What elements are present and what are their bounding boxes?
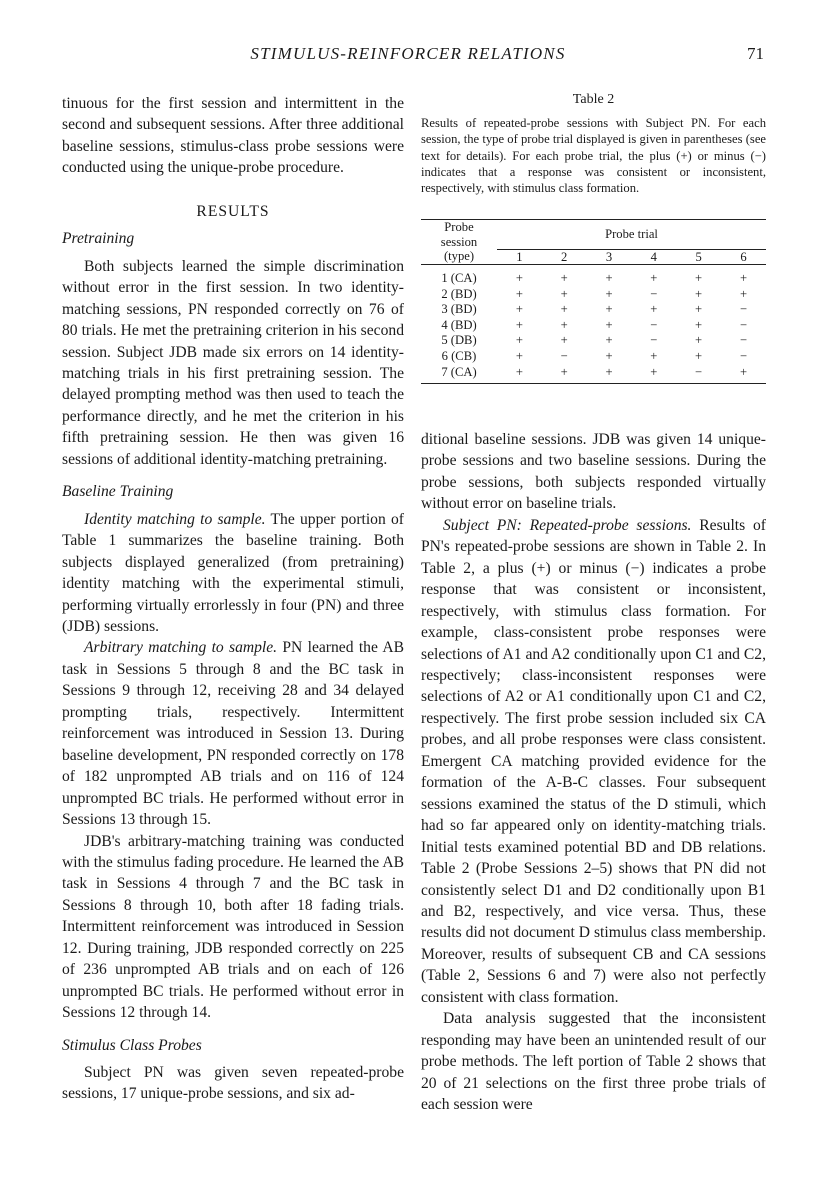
trial-number: 3 [605, 249, 613, 264]
result-cell: + [515, 271, 523, 286]
table-row [421, 349, 766, 365]
result-cell: + [739, 364, 748, 379]
trial-number: 4 [650, 249, 657, 264]
result-cell: − [650, 286, 658, 301]
result-cell: + [695, 302, 703, 317]
session-cell: 5 (DB) [441, 333, 477, 348]
result-cell: + [560, 333, 568, 348]
trial-number: 6 [740, 249, 747, 264]
result-cell: + [695, 333, 703, 348]
identity-matching-text: The upper portion of Table 1 summarizes the baseline training. Both subjects displayed generalized (from pretraining) identity matching with the experimental stimuli, performing virtually errorlessly in four (PN) and three (JDB) sessions. [62, 510, 404, 635]
baseline-training-heading: Baseline Training [62, 483, 174, 501]
repeated-probe-text: Results of PN's repeated-probe sessions are shown in Table 2. In Table 2, a plus (+) or minus (−) indicates a probe response that was consistent or inconsistent, respectively, with stimulus class formation. For example, class-consistent probe responses were selections of A1 and A2 conditionally upon C1 and C2, respectively; class-inconsistent responses were selections of A2 or A1 conditionally upon C1 and C2, respectively. The first probe session included six CA probes, and all probe responses were class consistent. Emergent CA matching provided evidence for the formation of the A-B-C classes. Four subsequent sessions examined the status of the D stimuli, which had so far appeared only on identity-matching trials. Initial tests examined potential BD and DB relations. Table 2 (Probe Sessions 2–5) shows that PN did not consistently select D1 and D2 conditionally upon B1 and B2, respectively, and vice versa. Thus, these results did not document D stimulus class membership. Moreover, results of subsequent CB and CA sessions (Table 2, Sessions 6 and 7) were also not perfectly consistent with class formation. [421, 516, 766, 1006]
table-row [421, 287, 766, 303]
result-cell: + [739, 271, 748, 286]
paragraph-continued-right: ditional baseline sessions. JDB was given 14 unique-probe sessions and two baseline sessions. During the probe sessions, both subjects responded virtually without error on baseline trials. [421, 431, 766, 513]
result-cell: + [650, 349, 658, 364]
table-row [421, 318, 766, 334]
table-row [421, 302, 766, 318]
trial-number: 1 [516, 249, 523, 264]
result-cell: + [515, 364, 523, 379]
pretraining-paragraph: Both subjects learned the simple discrimination without error in the first session. In two identity-matching sessions, PN responded correctly on 76 of 80 trials. He met the pretraining criterion in his second session. Subject JDB made six errors on 14 identity-matching trials in his first pretraining session. The delayed prompting method was then used to teach the performance directly, and he met the criterion in his fifth pretraining session. He then was given 16 sessions of additional identity-matching pretraining. [62, 257, 404, 468]
result-cell: + [515, 349, 523, 364]
result-cell: − [695, 364, 703, 379]
session-cell: 2 (BD) [441, 286, 477, 301]
results-heading: RESULTS [196, 202, 270, 220]
jdb-training-paragraph: JDB's arbitrary-matching training was conducted with the stimulus fading procedure. He learned the AB task in Sessions 4 through 7 and the BC task in Sessions 8 through 10, both after 18 fading trials. Intermittent reinforcement was introduced in Session 12. During training, JDB responded correctly on 225 of 236 unprompted AB trials and on each of 126 unprompted BC trials. He performed without error in Sessions 12 through 14. [62, 832, 404, 1022]
probe-header-line1: Probe [444, 220, 474, 234]
repeated-probe-lead: Subject PN: Repeated-probe sessions. [443, 516, 692, 534]
result-cell: + [605, 302, 613, 317]
result-cell: − [650, 333, 658, 348]
probe-header-line2: session [440, 234, 478, 249]
result-cell: − [739, 349, 748, 364]
session-cell: 1 (CA) [441, 271, 477, 286]
result-cell: + [515, 302, 523, 317]
result-cell: + [739, 286, 748, 301]
arbitrary-matching-paragraph [62, 637, 404, 830]
result-cell: + [515, 333, 523, 348]
session-cell: 3 (BD) [441, 302, 477, 317]
result-cell: + [560, 317, 568, 332]
result-cell: + [650, 302, 658, 317]
paragraph-continued: tinuous for the first session and intermittent in the second and subsequent sessions. After three additional baseline sessions, stimulus-class probe sessions were conducted using the unique-probe procedure. [62, 95, 404, 177]
result-cell: + [560, 364, 568, 379]
table-label: Table 2 [572, 92, 615, 107]
session-cell: 7 (CA) [441, 364, 477, 379]
stimulus-class-probes-heading: Stimulus Class Probes [62, 1036, 202, 1054]
result-cell: − [739, 317, 748, 332]
pretraining-heading: Pretraining [62, 230, 135, 248]
identity-matching-lead: Identity matching to sample. [84, 510, 266, 528]
result-cell: − [650, 317, 658, 332]
running-header: STIMULUS-REINFORCER RELATIONS [250, 44, 566, 63]
identity-matching-paragraph [62, 509, 404, 638]
result-cell: − [739, 302, 748, 317]
result-cell: + [605, 317, 613, 332]
result-cell: − [560, 349, 568, 364]
result-cell: + [650, 364, 658, 379]
right-column [421, 429, 766, 1116]
result-cell: + [695, 349, 703, 364]
table-row [421, 333, 766, 349]
session-cell: 6 (CB) [441, 349, 477, 364]
result-cell: + [695, 286, 703, 301]
result-cell: + [605, 271, 613, 286]
data-analysis-paragraph: Data analysis suggested that the inconsistent responding may have been an unintended result of our probe methods. The left portion of Table 2 shows that 20 of 21 selections on the first three probe trials of each session were [421, 1010, 766, 1114]
result-cell: + [560, 286, 568, 301]
table-row [421, 267, 766, 287]
result-cell: + [650, 271, 658, 286]
trial-number: 2 [561, 249, 568, 264]
result-cell: + [605, 333, 613, 348]
result-cell: + [695, 271, 703, 286]
probe-trial-header: Probe trial [497, 220, 766, 249]
repeated-probe-paragraph [421, 515, 766, 1008]
result-cell: + [560, 302, 568, 317]
left-column [62, 93, 404, 1105]
table-caption: Results of repeated-probe sessions with Subject PN. For each session, the type of probe trial displayed is given in parentheses (see text for details). For each probe trial, the plus (+) or minus (−) indicates that a response was consistent or inconsistent, respectively, with stimulus class formation. [421, 116, 766, 196]
probe-header-line3: (type) [443, 249, 475, 264]
probe-sessions-paragraph: Subject PN was given seven repeated-probe sessions, 17 unique-probe sessions, and six ad- [62, 1064, 404, 1103]
result-cell: + [605, 286, 613, 301]
arbitrary-matching-lead: Arbitrary matching to sample. [84, 639, 278, 657]
trial-number: 5 [695, 249, 702, 264]
result-cell: + [605, 364, 613, 379]
result-cell: + [605, 349, 613, 364]
table-row [421, 365, 766, 384]
result-cell: + [515, 286, 523, 301]
result-cell: + [515, 317, 523, 332]
result-cell: + [695, 317, 703, 332]
arbitrary-matching-text: PN learned the AB task in Sessions 5 through 8 and the BC task in Sessions 9 through 12, receiving 28 and 34 delayed prompting trials, respectively. Intermittent reinforcement was introduced in Session 13. During baseline development, PN responded correctly on 178 of 182 unprompted AB trials and on 116 of 124 unprompted BC trials. He performed without error in Sessions 13 through 15. [62, 639, 404, 829]
result-cell: − [739, 333, 748, 348]
session-cell: 4 (BD) [441, 317, 477, 332]
result-cell: + [560, 271, 568, 286]
page-number: 71 [747, 44, 764, 63]
probe-results-table [421, 219, 766, 384]
